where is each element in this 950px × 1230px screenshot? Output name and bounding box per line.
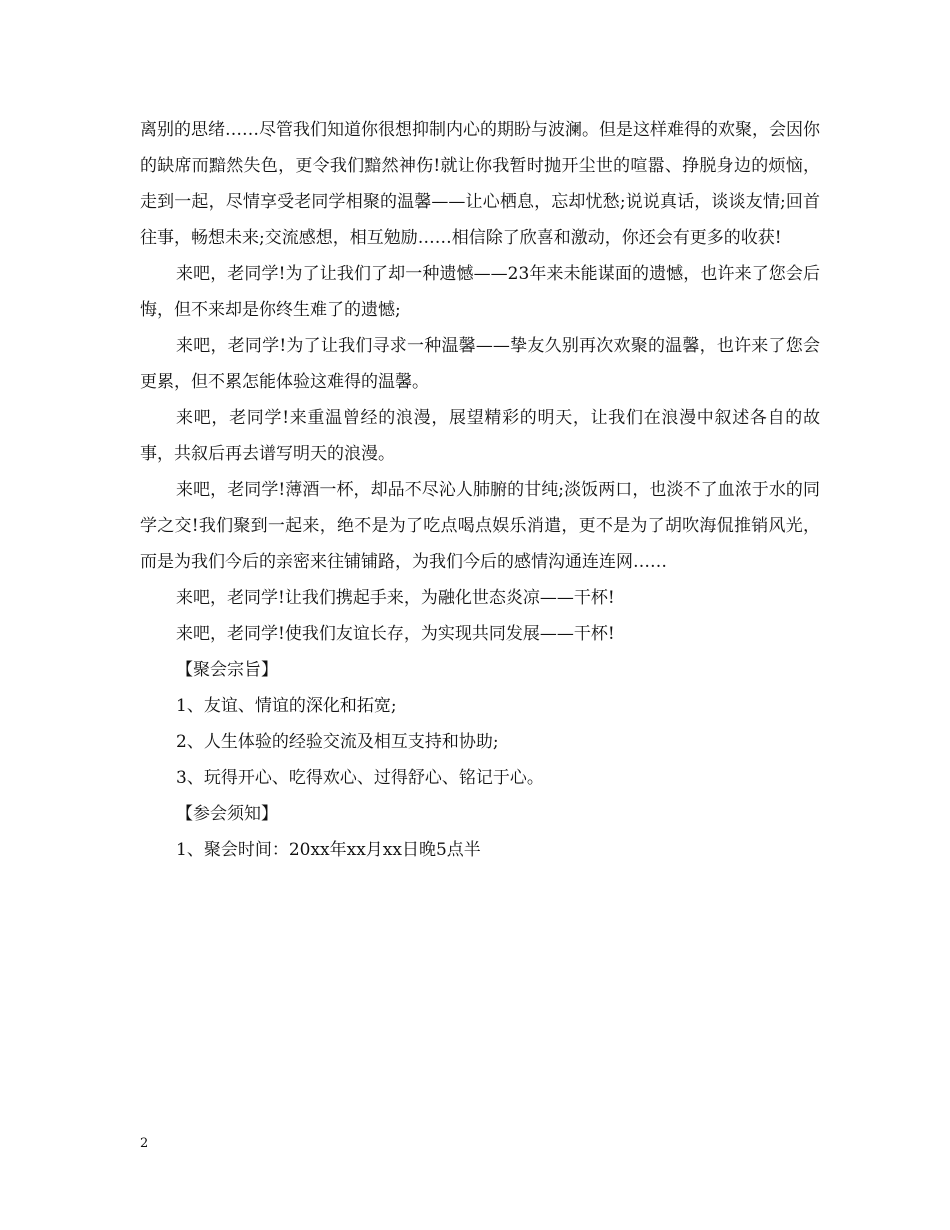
list-item: 3、玩得开心、吃得欢心、过得舒心、铭记于心。: [176, 768, 544, 788]
paragraph-toast-1: 来吧，老同学!让我们携起手来，为融化世态炎凉——干杯!: [176, 588, 615, 608]
paragraph-regret: 来吧，老同学!为了让我们了却一种遗憾——23年来未能谋面的遗憾，也许来了您会后悔，但不来却是你终生难了的遗憾;: [140, 264, 820, 320]
section-heading-purpose: 【聚会宗旨】: [176, 660, 278, 680]
paragraph-romance: 来吧，老同学!来重温曾经的浪漫，展望精彩的明天，让我们在浪漫中叙述各自的故事，共叙后再去谱写明天的浪漫。: [140, 408, 820, 464]
paragraph-intro: 离别的思绪……尽管我们知道你很想抑制内心的期盼与波澜。但是这样难得的欢聚，会因你的缺席而黯然失色，更令我们黯然神伤!就让你我暂时抛开尘世的喧嚣、挣脱身边的烦恼，走到一起，尽情享受老同学相聚的温馨——让心栖息，忘却忧愁;说说真话，谈谈友情;回首往事，畅想未来;交流感想，相互勉励……相信除了欣喜和激动，你还会有更多的收获!: [140, 120, 820, 248]
section-heading-notice: 【参会须知】: [176, 804, 278, 824]
list-item: 1、友谊、情谊的深化和拓宽;: [176, 696, 397, 716]
paragraph-wine: 来吧，老同学!薄酒一杯，却品不尽沁人肺腑的甘纯;淡饭两口，也淡不了血浓于水的同学之交!我们聚到一起来，绝不是为了吃点喝点娱乐消遣，更不是为了胡吹海侃推销风光，而是为我们今后的亲密来往铺铺路，为我们今后的感情沟通连连网……: [140, 480, 820, 572]
list-item: 2、人生体验的经验交流及相互支持和协助;: [176, 732, 499, 752]
document-body: [140, 112, 820, 868]
paragraph-toast-2: 来吧，老同学!使我们友谊长存，为实现共同发展——干杯!: [176, 624, 615, 644]
paragraph-warmth: 来吧，老同学!为了让我们寻求一种温馨——挚友久别再次欢聚的温馨，也许来了您会更累，但不累怎能体验这难得的温馨。: [140, 336, 820, 392]
list-item: 1、聚会时间：20xx年xx月xx日晚5点半: [176, 840, 481, 860]
page-number: 2: [140, 1136, 149, 1151]
